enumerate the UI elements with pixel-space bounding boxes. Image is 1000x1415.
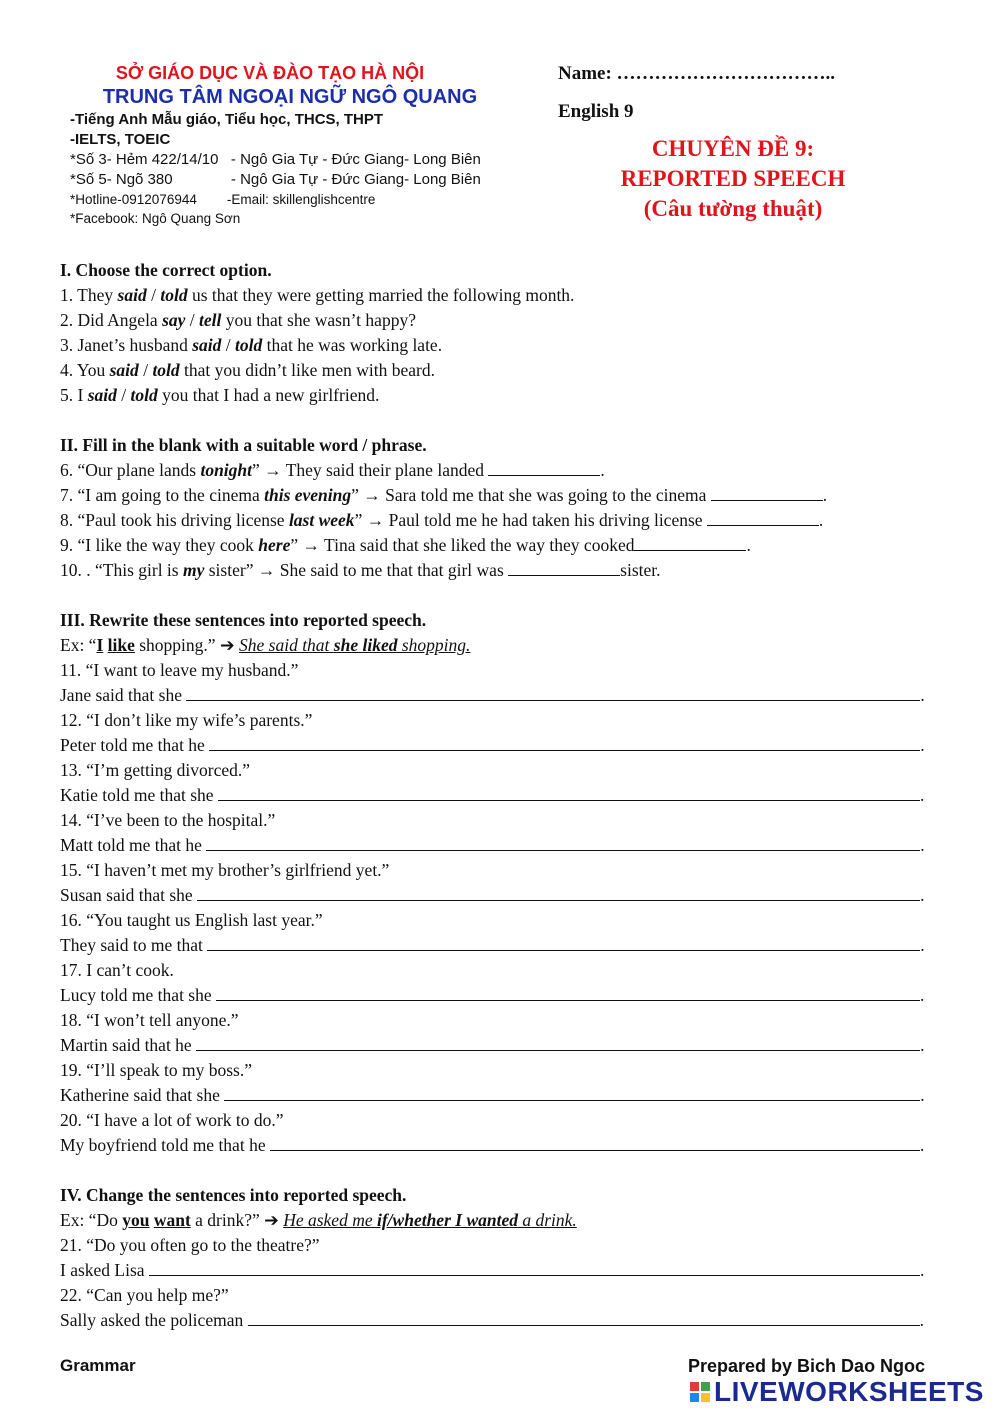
topic-title <box>558 134 908 224</box>
question-prompt: 12. “I don’t like my wife’s parents.” <box>60 710 313 730</box>
option-told[interactable]: told <box>160 285 188 305</box>
question-prompt: 19. “I’ll speak to my boss.” <box>60 1060 252 1080</box>
liveworksheets-logo <box>690 1376 984 1408</box>
question-prompt: 14. “I’ve been to the hospital.” <box>60 810 276 830</box>
answer-lead: Peter told me that he <box>60 735 210 755</box>
question-prompt: 22. “Can you help me?” <box>60 1285 229 1305</box>
answer-blank[interactable] <box>149 1258 920 1276</box>
courses-line: -Tiếng Anh Mẫu giáo, Tiểu học, THCS, THPT <box>70 111 384 128</box>
option-said[interactable]: said <box>87 385 117 405</box>
answer-line <box>60 1083 940 1108</box>
answer-lead: They said to me that <box>60 935 208 955</box>
question-10: 10. . “This girl is my sister” → She said to me that that girl was sister. <box>60 560 661 580</box>
period: . <box>920 885 925 905</box>
question-prompt: 21. “Do you often go to the theatre?” <box>60 1235 320 1255</box>
name-field[interactable]: Name: …………………………….. <box>558 63 836 84</box>
answer-blank[interactable] <box>248 1308 920 1326</box>
answer-blank[interactable] <box>707 508 819 526</box>
answer-line <box>60 1133 940 1158</box>
arrow-icon: ➔ <box>264 1210 279 1230</box>
question-2: 2. Did Angela say / tell you that she wasn’t happy? <box>60 310 416 330</box>
footer-author: Prepared by Bich Dao Ngoc <box>688 1356 926 1376</box>
topic-number: CHUYÊN ĐỀ 9: <box>651 136 815 161</box>
department-name: SỞ GIÁO DỤC VÀ ĐÀO TẠO HÀ NỘI <box>115 63 425 83</box>
answer-blank[interactable] <box>508 558 620 576</box>
worksheet-body <box>60 258 940 1333</box>
section-1-title: I. Choose the correct option. <box>60 260 272 280</box>
facebook: *Facebook: Ngô Quang Sơn <box>70 211 241 226</box>
question-7: 7. “I am going to the cinema this evening” → Sara told me that she was going to the cinema . <box>60 485 828 505</box>
center-name: TRUNG TÂM NGOẠI NGỮ NGÔ QUANG <box>102 86 478 108</box>
answer-blank[interactable] <box>218 783 920 801</box>
section-2-title: II. Fill in the blank with a suitable word / phrase. <box>60 435 427 455</box>
topic-name: REPORTED SPEECH <box>620 166 846 191</box>
answer-line <box>60 1308 940 1333</box>
answer-line <box>60 883 940 908</box>
example-3: Ex: “I like shopping.” ➔ She said that she liked shopping. <box>60 635 471 655</box>
period: . <box>919 785 925 805</box>
answer-blank[interactable] <box>196 1033 920 1051</box>
option-tell[interactable]: tell <box>199 310 222 330</box>
period: . <box>919 1135 925 1155</box>
period: . <box>920 685 925 705</box>
answer-line <box>60 783 940 808</box>
section-3-title: III. Rewrite these sentences into reported speech. <box>60 610 427 630</box>
option-told[interactable]: told <box>235 335 263 355</box>
option-told[interactable]: told <box>130 385 158 405</box>
period: . <box>920 985 925 1005</box>
period: . <box>920 1085 925 1105</box>
question-4: 4. You said / told that you didn’t like men with beard. <box>60 360 435 380</box>
example-4: Ex: “Do you want a drink?” ➔ He asked me if/whether I wanted a drink. <box>60 1210 577 1230</box>
class-label: English 9 <box>558 101 634 122</box>
option-told[interactable]: told <box>152 360 180 380</box>
question-prompt: 13. “I’m getting divorced.” <box>60 760 251 780</box>
question-8: 8. “Paul took his driving license last week” → Paul told me he had taken his driving license . <box>60 510 824 530</box>
answer-line <box>60 833 940 858</box>
answer-lead: My boyfriend told me that he <box>60 1135 270 1155</box>
period: . <box>920 835 925 855</box>
topic-vietnamese: (Câu tường thuật) <box>643 196 823 221</box>
question-prompt: 15. “I haven’t met my brother’s girlfriend yet.” <box>60 860 390 880</box>
answer-lead: Susan said that she <box>60 885 198 905</box>
answer-blank[interactable] <box>216 983 920 1001</box>
answer-line <box>60 983 940 1008</box>
option-said[interactable]: said <box>117 285 147 305</box>
answer-blank[interactable] <box>634 533 746 551</box>
liveworksheets-icon <box>690 1382 710 1402</box>
period: . <box>920 935 925 955</box>
question-1: 1. They said / told us that they were getting married the following month. <box>60 285 575 305</box>
answer-blank[interactable] <box>488 458 600 476</box>
answer-blank[interactable] <box>270 1133 920 1151</box>
liveworksheets-brand: LIVEWORKSHEETS <box>714 1376 984 1407</box>
answer-line <box>60 1258 940 1283</box>
answer-blank[interactable] <box>186 683 920 701</box>
question-5: 5. I said / told you that I had a new girlfriend. <box>60 385 380 405</box>
hotline-email: *Hotline-0912076944 -Email: skillenglishcentre <box>70 192 376 207</box>
footer-subject: Grammar <box>60 1356 136 1375</box>
answer-blank[interactable] <box>209 733 920 751</box>
period: . <box>920 1035 925 1055</box>
answer-blank[interactable] <box>206 833 920 851</box>
option-said[interactable]: said <box>192 335 222 355</box>
answer-blank[interactable] <box>207 933 920 951</box>
answer-lead: Matt told me that he <box>60 835 207 855</box>
question-prompt: 11. “I want to leave my husband.” <box>60 660 299 680</box>
exams-line: -IELTS, TOEIC <box>70 131 171 148</box>
answer-line <box>60 933 940 958</box>
answer-lead: Martin said that he <box>60 1035 197 1055</box>
question-prompt: 16. “You taught us English last year.” <box>60 910 323 930</box>
answer-blank[interactable] <box>224 1083 920 1101</box>
address-1: *Số 3- Hẻm 422/14/10 - Ngô Gia Tự - Đức Giang- Long Biên <box>70 151 481 168</box>
answer-lead: Katherine said that she <box>60 1085 225 1105</box>
answer-lead: Lucy told me that she <box>60 985 217 1005</box>
answer-blank[interactable] <box>711 483 823 501</box>
answer-lead: Sally asked the policeman <box>60 1310 248 1330</box>
school-header <box>60 62 560 228</box>
question-3: 3. Janet’s husband said / told that he was working late. <box>60 335 443 355</box>
answer-blank[interactable] <box>197 883 920 901</box>
answer-lead: I asked Lisa <box>60 1260 149 1280</box>
arrow-icon: ➔ <box>219 635 235 655</box>
answer-line <box>60 1033 940 1058</box>
worksheet-header <box>558 62 958 224</box>
option-say[interactable]: say <box>162 310 186 330</box>
option-said[interactable]: said <box>109 360 139 380</box>
answer-lead: Katie told me that she <box>60 785 218 805</box>
question-prompt: 17. I can’t cook. <box>60 960 174 980</box>
period: . <box>919 1310 924 1330</box>
question-prompt: 18. “I won’t tell anyone.” <box>60 1010 239 1030</box>
address-2: *Số 5- Ngõ 380 - Ngô Gia Tự - Đức Giang- Long Biên <box>70 171 481 188</box>
question-6: 6. “Our plane lands tonight” → They said their plane landed . <box>60 460 605 480</box>
answer-line <box>60 683 940 708</box>
section-4-title: IV. Change the sentences into reported speech. <box>60 1185 407 1205</box>
period: . <box>920 735 925 755</box>
answer-line <box>60 733 940 758</box>
period: . <box>919 1260 925 1280</box>
answer-lead: Jane said that she <box>60 685 187 705</box>
question-9: 9. “I like the way they cook here” → Tina said that she liked the way they cooked . <box>60 535 751 555</box>
question-prompt: 20. “I have a lot of work to do.” <box>60 1110 284 1130</box>
